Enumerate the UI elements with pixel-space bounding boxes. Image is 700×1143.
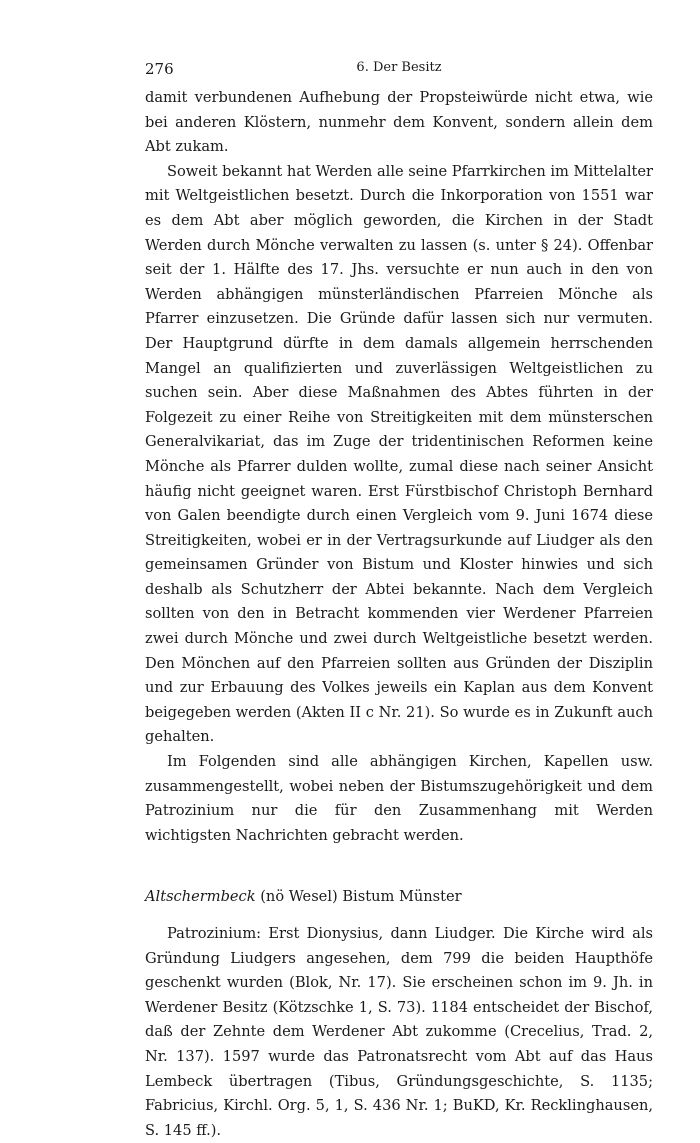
paragraph-overview: Im Folgenden sind alle abhängigen Kirchen, Kapellen usw. zusammengestellt, wobei neben der Bistumszugehörigkeit und dem Patrozinium nur die für den Zusammenhang mit Werden wichtigsten Nachrichten gebracht werden. [145,753,653,844]
page-body [145,86,653,1143]
paragraph-parish-staffing: Soweit bekannt hat Werden alle seine Pfarrkirchen im Mittelalter mit Weltgeistlichen besetzt. Durch die Inkorporation von 1551 war es dem Abt aber möglich geworden, die Kirchen in der Stadt Werden durch Mönche verwalten zu lassen (s. unter § 24). Offenbar seit der 1. Hälfte des 17. Jhs. versuchte er nun auch in den von Werden abhängigen münsterländischen Pfarreien Mönche als Pfarrer einzusetzen. Die Gründe dafür lassen sich nur vermuten. Der Hauptgrund dürfte in dem damals allgemein herrschenden Mangel an qualifizierten und zuverlässigen Weltgeistlichen zu suchen sein. Aber diese Maßnahmen des Abtes führten in der Folgezeit zu einer Reihe von Streitigkeiten mit dem münsterschen Generalvikariat, das im Zuge der tridentinischen Reformen keine Mönche als Pfarrer dulden wollte, zumal diese nach seiner Ansicht häufig nicht geeignet waren. Erst Fürstbischof Christoph Bernhard von Galen beendigte durch einen Vergleich vom 9. Juni 1674 diese Streitigkeiten, wobei er in der Vertragsurkunde auf Liudger als den gemeinsamen Gründer von Bistum und Kloster hinwies und sich deshalb als Schutzherr der Abtei bekannte. Nach dem Vergleich sollten von den in Betracht kommenden vier Werdener Pfarreien zwei durch Mönche und zwei durch Weltgeistliche besetzt werden. Den Mönchen auf den Pfarreien sollten aus Gründen der Disziplin und zur Erbauung des Volkes jeweils ein Kaplan aus dem Konvent beigegeben werden (Akten II c Nr. 21). So wurde es in Zukunft auch gehalten. [145,162,653,746]
heading-gap [145,910,653,922]
paragraph-continuation: damit verbundenen Aufhebung der Propsteiwürde nicht etwa, wie bei anderen Klöstern, nunmehr dem Konvent, sondern allein dem Abt zukam. [145,89,653,156]
section-heading-rest: (nö Wesel) Bistum Münster [255,888,462,906]
section-place-name: Altschermbeck [145,888,256,906]
section-heading [145,885,653,910]
section-spacer [145,848,653,885]
running-title: 6. Der Besitz [356,60,442,75]
page-header [145,60,653,80]
paragraph-altschermbeck: Patrozinium: Erst Dionysius, dann Liudger. Die Kirche wird als Gründung Liudgers angesehen, dem 799 die beiden Haupthöfe geschenkt wurden (Blok, Nr. 17). Sie erscheinen schon im 9. Jh. in Werdener Besitz (Kötzschke 1, S. 73). 1184 entscheidet der Bischof, daß der Zehnte dem Werdener Abt zukomme (Crecelius, Trad. 2, Nr. 137). 1597 wurde das Patronatsrecht vom Abt auf das Haus Lembeck übertragen (Tibus, Gründungsgeschichte, S. 1135; Fabricius, Kirchl. Org. 5, 1, S. 436 Nr. 1; BuKD, Kr. Recklinghausen, S. 145 ff.). [145,925,653,1139]
page-number: 276 [145,60,174,78]
